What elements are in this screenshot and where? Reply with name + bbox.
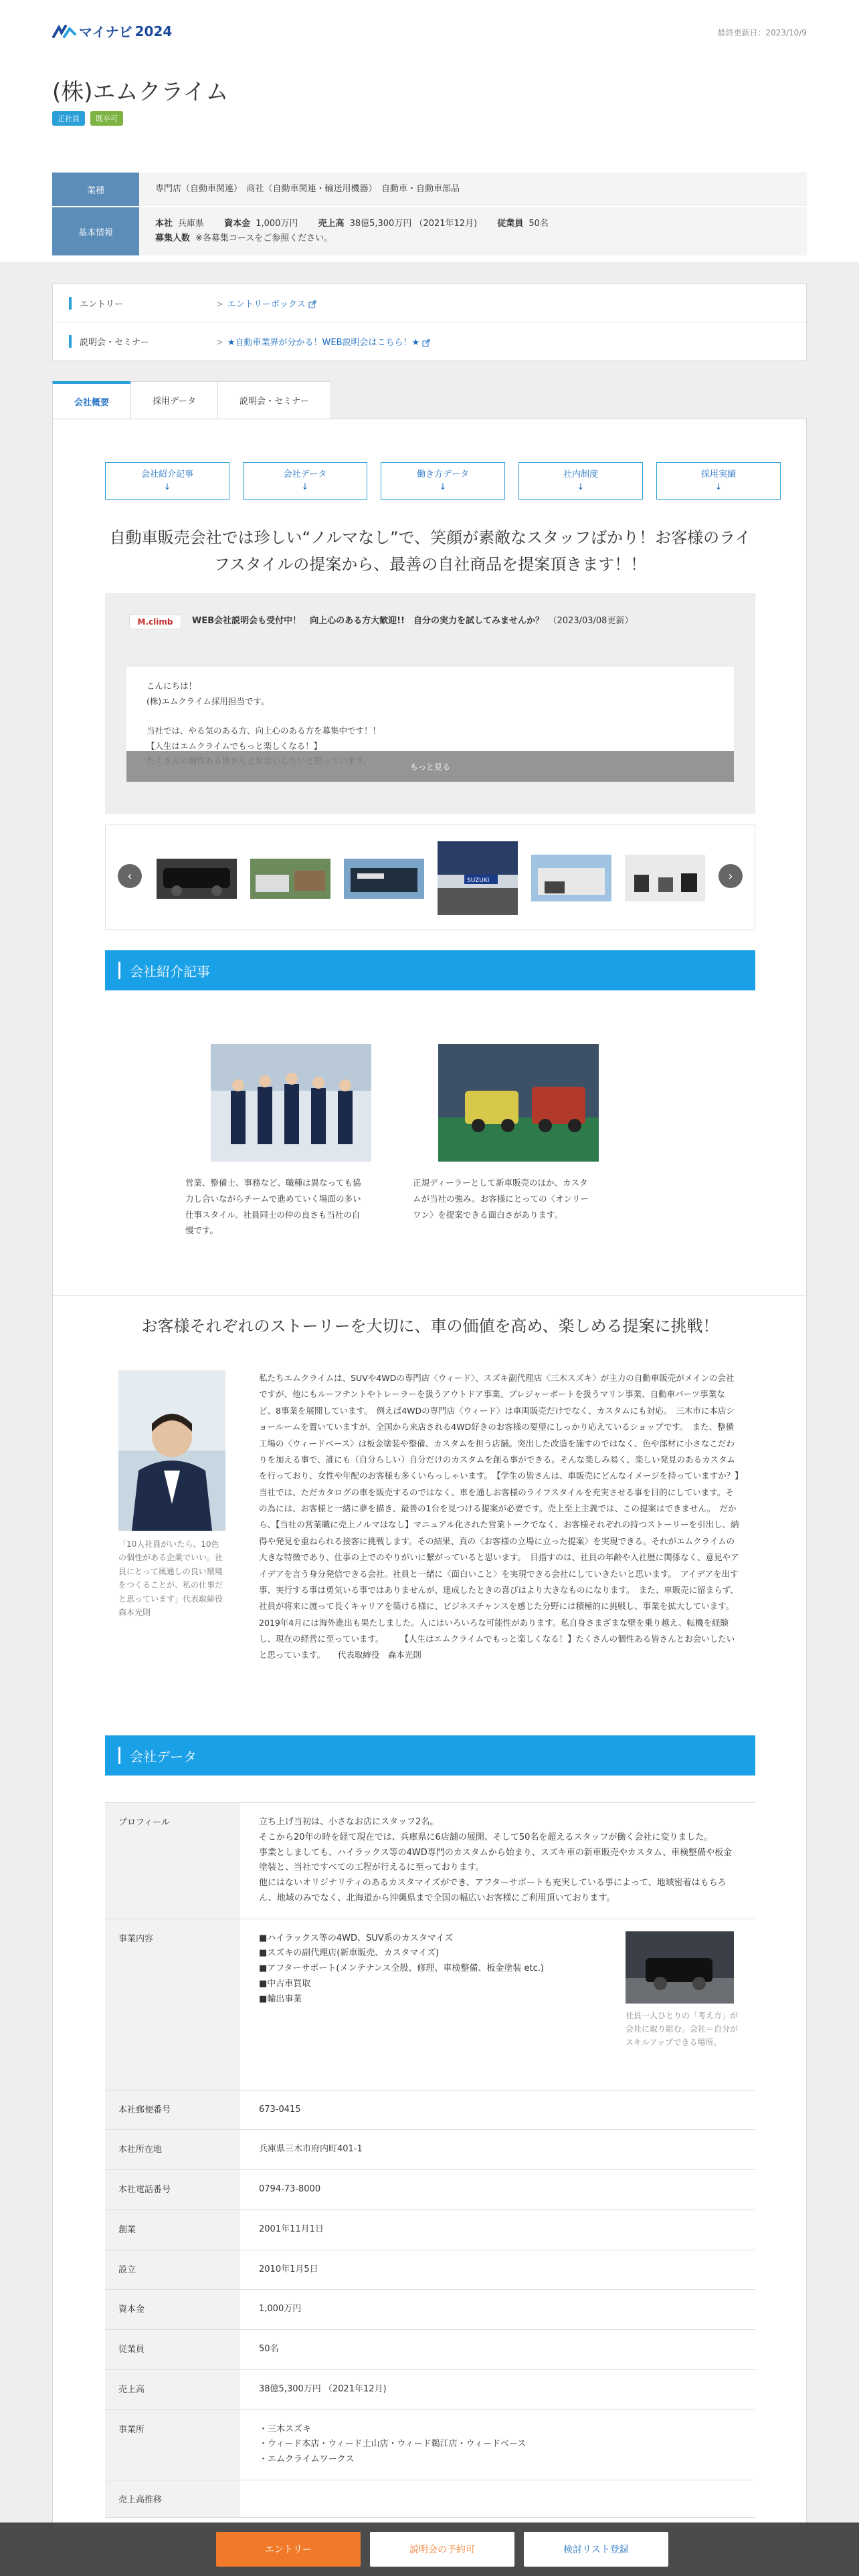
data-row	[105, 2330, 755, 2370]
profile-key: プロフィール	[105, 1803, 240, 1919]
seminar-link[interactable]	[216, 335, 430, 348]
section-heading-company-data: 会社データ	[105, 1735, 755, 1776]
office-line: ・三木スズキ	[259, 2424, 312, 2434]
event-line: 当社では、やる気のある方、向上心のある方を募集中です！！	[147, 726, 381, 736]
catch-copy: 自動車販売会社では珍しい“ノルマなし”で、笑顔が素敵なスタッフばかり！お客様のライフスタイルの提案から、最善の自社商品を提案頂きます！！	[109, 528, 751, 574]
data-value: 0794-73-8000	[259, 2184, 321, 2194]
business-row	[105, 1919, 755, 2090]
sales-trend-key: 売上高推移	[105, 2480, 240, 2517]
data-key: 本社郵便番号	[105, 2090, 240, 2130]
article-text: 営業、整備士、事務など、職種は異なっても協力し合いながらチームで進めていく場面の多い仕事スタイル。社員同士の仲の良さも当社の自慢です。	[185, 1178, 361, 1236]
ceo-caption: 「10人社員がいたら、10色の個性がある企業でいい。社員にとって風通しの良い環境をつくることが、私の仕事だと思っています」代表取締役 森本光則	[118, 1539, 231, 1617]
hq-key: 本社	[155, 219, 173, 229]
entry-link-row	[53, 284, 806, 322]
photo-carousel	[105, 825, 755, 930]
business-key: 事業内容	[105, 1919, 240, 2090]
seminar-link-key: 説明会・セミナー	[69, 335, 216, 348]
offices-key: 事業所	[105, 2410, 240, 2480]
data-key: 資本金	[105, 2290, 240, 2329]
offices-value	[240, 2410, 755, 2480]
logo-text: マイナビ	[79, 24, 132, 40]
tab-company-overview[interactable]: 会社概要	[52, 381, 131, 419]
event-message-box	[105, 593, 755, 814]
data-value: 673-0415	[259, 2104, 301, 2115]
entry-link-key: エントリー	[69, 297, 216, 310]
article-image-staff	[211, 1044, 371, 1162]
article-card[interactable]	[185, 1044, 366, 1239]
mynavi-logo-icon	[52, 25, 76, 38]
business-line: ■ハイラックス等の4WD、SUV系のカスタマイズ	[259, 1933, 454, 1943]
page-tabs	[52, 381, 330, 419]
section-heading-intro: 会社紹介記事	[105, 950, 755, 990]
external-link-icon	[308, 300, 316, 308]
external-link-icon	[422, 339, 430, 347]
data-row	[105, 2130, 755, 2170]
data-value: 2001年11月1日	[259, 2224, 324, 2234]
chevron-right-icon: ›	[728, 869, 733, 883]
data-value: 50名	[259, 2344, 279, 2354]
basic-info-row	[52, 207, 807, 257]
data-value: 2010年1月5日	[259, 2264, 318, 2274]
data-key: 従業員	[105, 2330, 240, 2369]
business-image-caption: 社員一人ひとりの「考え方」が会社に取り組む。会社＝自分がスキルアップできる場所。	[626, 2010, 739, 2048]
arrow-down-icon: ↓	[577, 482, 585, 492]
badge-fulltime: 正社員	[52, 111, 85, 126]
nav-label: 採用実績	[700, 469, 736, 479]
nav-label: 社内制度	[563, 469, 598, 479]
recruit-value: ※各募集コースをご参照ください。	[195, 233, 333, 244]
sales-value: 38億5,300万円 （2021年12月)	[349, 219, 478, 229]
data-value: 兵庫県三木市府内町401-1	[259, 2144, 363, 2155]
article-image-workshop	[438, 1044, 599, 1162]
data-row	[105, 2210, 755, 2250]
data-row	[105, 2370, 755, 2410]
thumbnail-store-front[interactable]	[531, 841, 611, 915]
mynavi-logo[interactable]	[52, 21, 172, 41]
sales-key: 売上高	[318, 219, 345, 229]
event-line: こんにちは！	[147, 681, 197, 691]
sales-trend-value	[240, 2480, 755, 2517]
profile-line: 事業としましても、ハイラックス等の4WD専門のカスタムから始まり、スズキ車の新車販売やカスタム、車検整備や板金塗装と、当社ですべての工程が行えるに至っております。	[259, 1847, 733, 1873]
recruit-key: 募集人数	[155, 233, 191, 244]
thumbnail-black-suv[interactable]	[157, 841, 237, 915]
thumbnail-suzuki-store[interactable]	[438, 841, 518, 915]
event-date: （2023/03/08更新）	[553, 616, 634, 626]
thumbnail-outdoor-trailer[interactable]	[250, 841, 330, 915]
nav-label: 会社データ	[283, 469, 327, 479]
business-line: ■輸出事業	[259, 1994, 302, 2004]
company-logo: M.climb	[129, 615, 181, 629]
sales-trend-row	[105, 2480, 755, 2518]
data-key: 売上高	[105, 2370, 240, 2409]
industry-value: 専門店（自動車関連） 商社（自動車関連・輸送用機器） 自動車・自動車部品	[139, 173, 807, 206]
office-line: ・エムクライムワークス	[259, 2454, 355, 2464]
data-key: 本社所在地	[105, 2130, 240, 2169]
entry-button[interactable]: エントリー	[216, 2532, 361, 2567]
capital-value: 1,000万円	[256, 219, 298, 229]
office-line: ・ウィード本店・ウィード土山店・ウィード鵜江店・ウィードベース	[259, 2439, 527, 2450]
nav-work-data[interactable]	[381, 462, 505, 500]
profile-line: 立ち上げ当初は、小さなお店にスタッフ2名。	[259, 1817, 439, 1827]
article-card[interactable]	[413, 1044, 593, 1222]
profile-line: そこから20年の時を経て現在では、兵庫県に6店舗の展開、そして50名を超えるスタッフが働く会社に変りました。	[259, 1832, 713, 1842]
capital-key: 資本金	[224, 219, 251, 229]
employees-key: 従業員	[497, 219, 524, 229]
quick-links	[52, 284, 807, 361]
thumbnail-showroom-sign[interactable]	[344, 841, 424, 915]
data-key: 本社電話番号	[105, 2170, 240, 2210]
badge-graduate-ok: 既卒可	[90, 111, 123, 126]
event-spacer	[147, 709, 714, 724]
data-value: 38億5,300万円 （2021年12月)	[259, 2383, 387, 2394]
logo-year: 2024	[134, 23, 173, 39]
main-panel	[52, 419, 807, 2576]
ceo-portrait	[118, 1370, 225, 1531]
tab-recruit-data[interactable]: 採用データ	[130, 381, 218, 419]
data-value: 1,000万円	[259, 2304, 302, 2315]
seminar-link-row	[53, 322, 806, 360]
thumbnail-interior[interactable]	[625, 841, 705, 915]
profile-line: 他にはないオリジナリティのあるカスタマイズができ、アフターサポートも充実している事によって、地域密着はもちろん、地域のみでなく、北海道から沖縄県まで全国の幅広いお客様にご利用頂いております。	[259, 1878, 727, 1903]
data-row	[105, 2290, 755, 2330]
carousel-thumbnails	[157, 841, 705, 915]
business-image-suv	[626, 1931, 734, 2004]
carousel-next-button[interactable]	[719, 864, 743, 888]
basic-info-label: 基本情報	[52, 207, 139, 255]
nav-label: 会社紹介記事	[140, 469, 193, 479]
arrow-down-icon: ↓	[714, 482, 723, 492]
nav-company-article[interactable]	[105, 462, 229, 500]
data-row	[105, 2090, 755, 2131]
story-body: 私たちエムクライムは、SUVや4WDの専門店〈ウィード〉、スズキ副代理店〈三木スズキ〉が主力の自動車販売がメインの会社ですが、他にもルーフテントやトレーラーを扱うアウトドア事業、プレジャーボートを扱うマリン事業、自動車パーツ事業など、8事業を展開しています。 例えば4WDの専門店〈ウィード〉は車両販売だけでなく、カスタムにも対応。 三木市に本店ショールームを置いていますが、全国から来店される4WD好きのお客様の要望にしっかり応えているショップです。 また、整備工場の〈ウィードベース〉は板金塗装や整備、カスタムを担う店舗。突出した改造を施すのではなく、色や部材に小さなこだわりを加える事で、誰にも（自分らしい）自分だけのカスタムを創る事ができる。そんな楽しみ易く、楽しい発見のあるカスタムを行っており、女性や年配のお客様も多くいらっしゃいます。 【学生の皆さんは、車販売にどんなイメージを持っていますか？】 当社では、ただカタログの車を販売するのではなく、車を通しお客様のライフスタイルを充実させる事を目的にしています。その為には、お客様と一緒に夢を描き、最善の1台を見つける提案が必要です。売上至上主義では、この提案はできません。 だから、【当社の営業職に売上ノルマはなし】マニュアル化された営業トークでなく、お客様それぞれの持つストーリーを引出し、納得や発見を重ねられる接客に挑戦します。その結果、真の〈お客様の立場に立った提案〉を実現できる。それがエムクライムの大きな特徴であり、仕事の上でのやりがいに繋がっていると思います。 目指すのは、社員の年齢や入社歴に関係なく、意見やアイデアを言う身分発信できる会社。社員と一緒に〈面白いこと〉を実現できる会社にしていきたいと思います。 アイデアを出す事、実行する事は勇気いる事ではありませんが、達成したときの喜びはより大きなものになります。 また、車販売に留まらず、社員が将来に渡って長くキャリアを築ける様に、ビジネスチャンスを感じた分野には積極的に挑戦し、事業を拡大しています。 2019年4月には海外進出も果たしました。人にはいろいろな可能性があります。私自身さまざまな壁を乗り越え、転機を経験し、現在の経営に至っています。 【人生はエムクライムでもっと楽しくなる！】たくさんの個性ある皆さんとお会いしたいと思っています。 代表取締役 森本光則	[259, 1373, 747, 1660]
business-value	[240, 1919, 755, 2090]
section-nav	[105, 462, 781, 500]
employees-value: 50名	[529, 219, 549, 229]
carousel-prev-button[interactable]	[118, 864, 142, 888]
company-info-table	[52, 173, 807, 257]
industry-row	[52, 173, 807, 207]
divider	[53, 1295, 807, 1296]
profile-value	[240, 1803, 755, 1919]
chevron-right-icon: >	[216, 338, 223, 348]
event-line: 【人生はエムクライムでもっと楽しくなる！】	[147, 740, 322, 751]
company-name: (株)エムクライム	[52, 79, 229, 106]
data-key: 設立	[105, 2250, 240, 2290]
nav-hiring-record[interactable]	[656, 462, 781, 500]
data-row	[105, 2250, 755, 2290]
nav-label: 働き方データ	[416, 469, 469, 479]
entry-box-text: エントリーボックス	[227, 299, 306, 310]
header-area	[0, 0, 859, 262]
article-text: 正規ディーラーとして新車販売のほか、カスタムが当社の強み。お客様にとっての〈オンリーワン〉を提案できる面白さがあります。	[413, 1178, 589, 1220]
tab-seminar[interactable]: 説明会・セミナー	[217, 381, 331, 419]
basic-info-value	[139, 207, 807, 255]
seminar-reserve-button[interactable]: 説明会の予約可	[370, 2532, 514, 2567]
entry-box-link[interactable]	[216, 297, 316, 310]
arrow-down-icon: ↓	[439, 482, 447, 492]
company-data-table	[105, 1802, 755, 2518]
arrow-down-icon: ↓	[301, 482, 309, 492]
event-line: (株)エムクライム採用担当です。	[147, 695, 270, 706]
event-title	[192, 613, 741, 630]
add-to-list-button[interactable]: 検討リスト登録	[524, 2532, 668, 2567]
data-key: 創業	[105, 2210, 240, 2250]
bottom-action-bar	[0, 2523, 859, 2576]
last-updated: 最終更新日：2023/10/9	[717, 28, 807, 37]
chevron-left-icon: ‹	[127, 869, 132, 883]
event-title-text: WEB会社説明会も受付中！ 向上心のある方大歓迎!! 自分の実力を試してみませんか？	[192, 616, 544, 626]
business-line: ■アフターサポート(メンテナンス全般、修理、車検整備、板金塗装 etc.)	[259, 1963, 544, 1973]
svg-text:SUZUKI: SUZUKI	[467, 877, 490, 884]
profile-row	[105, 1803, 755, 1919]
business-line: ■中古車買取	[259, 1978, 311, 1989]
hq-value: 兵庫県	[178, 219, 205, 229]
industry-label: 業種	[52, 173, 139, 206]
nav-internal-system[interactable]	[518, 462, 643, 500]
chevron-right-icon: >	[216, 299, 223, 310]
read-more-button[interactable]: もっと見る	[126, 751, 734, 782]
seminar-link-text: ★自動車業界が分かる！WEB説明会はこちら！★	[227, 338, 420, 348]
global-header	[0, 0, 859, 64]
story-heading: お客様それぞれのストーリーを大切に、車の価値を高め、楽しめる提案に挑戦！	[141, 1317, 719, 1335]
nav-company-data[interactable]	[243, 462, 367, 500]
arrow-down-icon: ↓	[163, 482, 171, 492]
employment-badges	[52, 111, 123, 126]
business-line: ■スズキの副代理店(新車販売、カスタマイズ)	[259, 1948, 440, 1959]
data-row	[105, 2170, 755, 2210]
offices-row	[105, 2410, 755, 2480]
